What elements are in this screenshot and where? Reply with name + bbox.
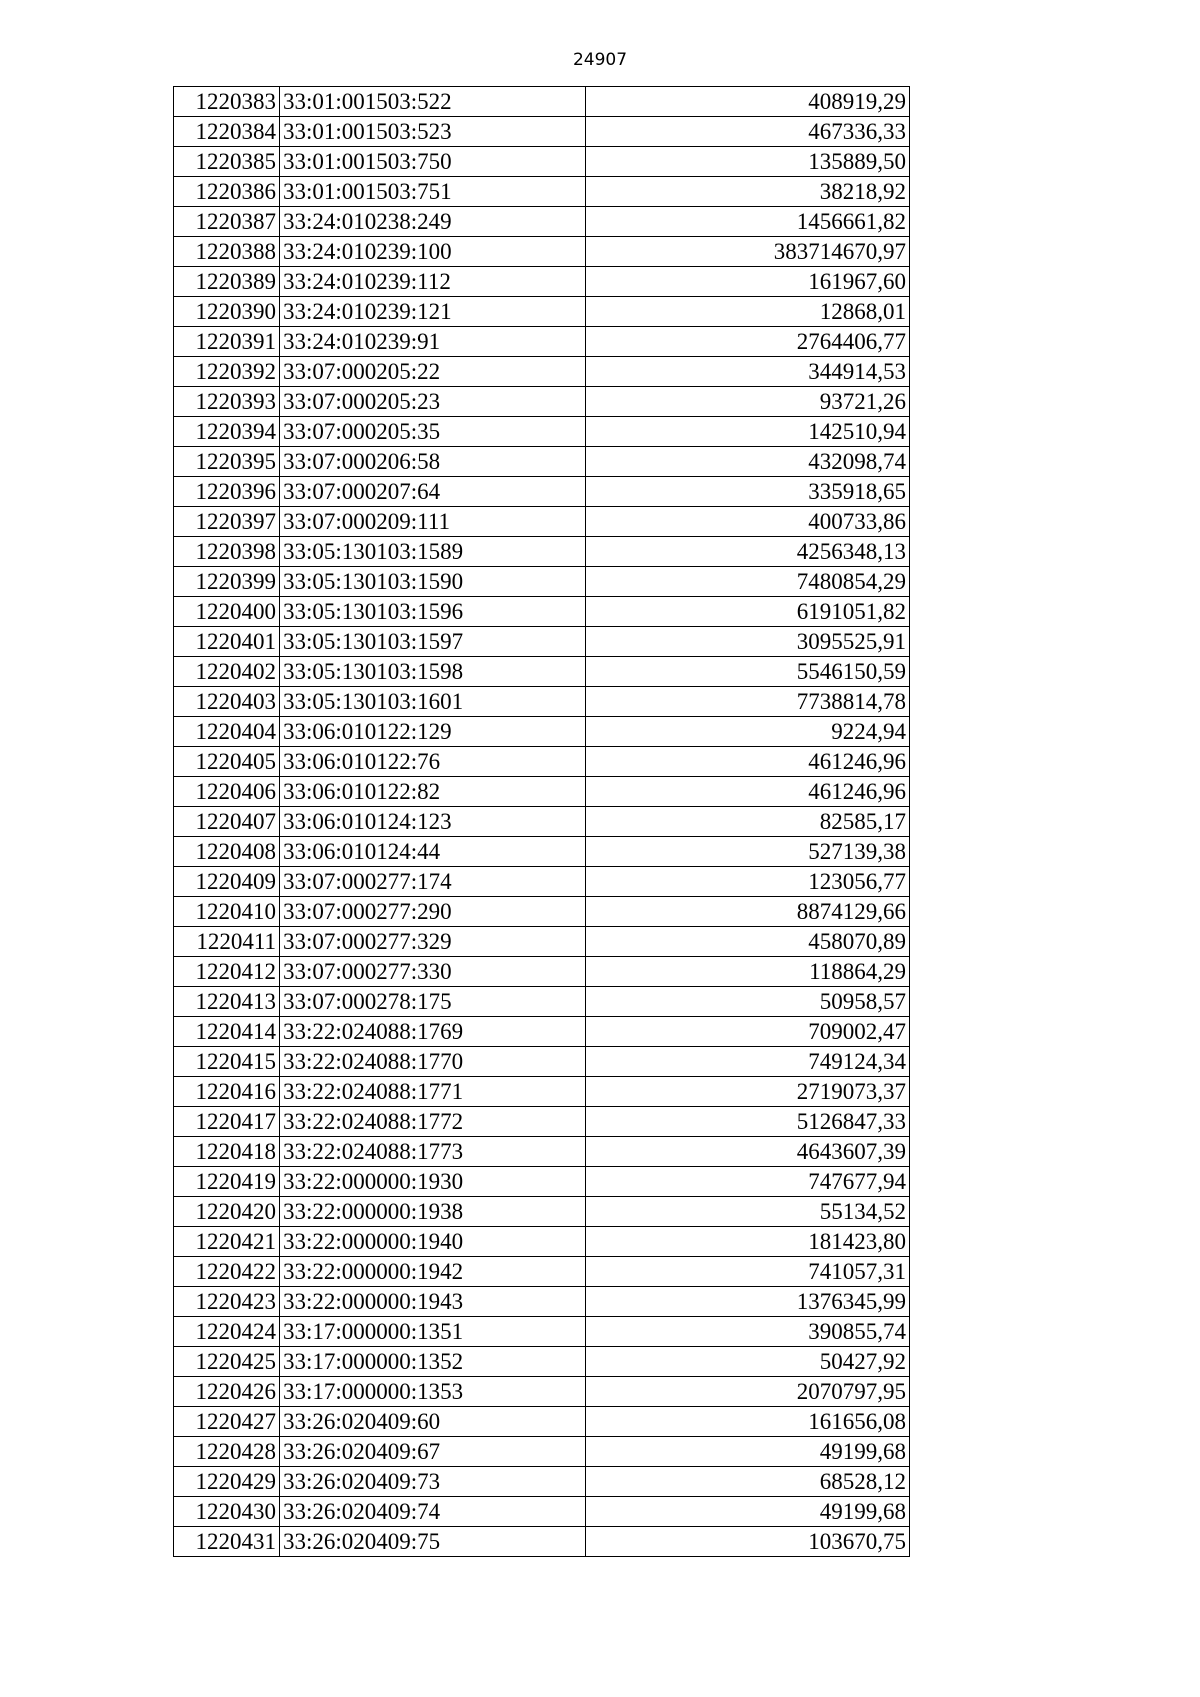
row-id-cell: 1220385 [174,147,280,177]
table-row [174,87,910,117]
cadastral-value-cell: 8874129,66 [586,897,910,927]
row-id-cell: 1220396 [174,477,280,507]
row-id-cell: 1220403 [174,687,280,717]
cadastral-number-cell: 33:22:024088:1773 [280,1137,586,1167]
cadastral-number-cell: 33:06:010124:44 [280,837,586,867]
cadastral-number-cell: 33:26:020409:74 [280,1497,586,1527]
cadastral-number-cell: 33:05:130103:1596 [280,597,586,627]
cadastral-number-cell: 33:06:010124:123 [280,807,586,837]
table-row [174,117,910,147]
cadastral-number-cell: 33:06:010122:76 [280,747,586,777]
table-row [174,1047,910,1077]
cadastral-value-cell: 467336,33 [586,117,910,147]
table-row [174,567,910,597]
cadastral-number-cell: 33:07:000277:330 [280,957,586,987]
cadastral-number-cell: 33:22:024088:1772 [280,1107,586,1137]
cadastral-number-cell: 33:07:000206:58 [280,447,586,477]
table-row [174,957,910,987]
table-row [174,867,910,897]
cadastral-number-cell: 33:26:020409:73 [280,1467,586,1497]
row-id-cell: 1220416 [174,1077,280,1107]
table-row [174,1137,910,1167]
row-id-cell: 1220392 [174,357,280,387]
cadastral-value-cell: 461246,96 [586,777,910,807]
table-row [174,1167,910,1197]
table-row [174,897,910,927]
cadastral-value-cell: 2719073,37 [586,1077,910,1107]
table-row [174,207,910,237]
table-row [174,1377,910,1407]
row-id-cell: 1220417 [174,1107,280,1137]
cadastral-value-cell: 383714670,97 [586,237,910,267]
table-row [174,837,910,867]
row-id-cell: 1220419 [174,1167,280,1197]
cadastral-value-cell: 12868,01 [586,297,910,327]
table-body [174,87,910,1557]
cadastral-number-cell: 33:07:000277:329 [280,927,586,957]
row-id-cell: 1220423 [174,1287,280,1317]
row-id-cell: 1220406 [174,777,280,807]
cadastral-value-cell: 458070,89 [586,927,910,957]
row-id-cell: 1220405 [174,747,280,777]
table-row [174,747,910,777]
table-row [174,327,910,357]
table-row [174,717,910,747]
row-id-cell: 1220424 [174,1317,280,1347]
table-row [174,1407,910,1437]
table-row [174,387,910,417]
cadastral-value-cell: 135889,50 [586,147,910,177]
cadastral-number-cell: 33:01:001503:750 [280,147,586,177]
cadastral-value-cell: 161967,60 [586,267,910,297]
cadastral-number-cell: 33:06:010122:82 [280,777,586,807]
cadastral-number-cell: 33:07:000205:35 [280,417,586,447]
cadastral-value-cell: 3095525,91 [586,627,910,657]
table-row [174,507,910,537]
row-id-cell: 1220387 [174,207,280,237]
row-id-cell: 1220397 [174,507,280,537]
table-row [174,1197,910,1227]
row-id-cell: 1220426 [174,1377,280,1407]
cadastral-value-cell: 49199,68 [586,1437,910,1467]
cadastral-number-cell: 33:22:000000:1938 [280,1197,586,1227]
cadastral-value-cell: 9224,94 [586,717,910,747]
row-id-cell: 1220393 [174,387,280,417]
table-row [174,177,910,207]
row-id-cell: 1220401 [174,627,280,657]
cadastral-number-cell: 33:05:130103:1601 [280,687,586,717]
cadastral-value-cell: 142510,94 [586,417,910,447]
row-id-cell: 1220425 [174,1347,280,1377]
row-id-cell: 1220428 [174,1437,280,1467]
cadastral-value-cell: 5126847,33 [586,1107,910,1137]
row-id-cell: 1220404 [174,717,280,747]
row-id-cell: 1220388 [174,237,280,267]
cadastral-value-cell: 50958,57 [586,987,910,1017]
row-id-cell: 1220399 [174,567,280,597]
row-id-cell: 1220422 [174,1257,280,1287]
cadastral-number-cell: 33:07:000205:22 [280,357,586,387]
cadastral-value-cell: 181423,80 [586,1227,910,1257]
cadastral-value-cell: 741057,31 [586,1257,910,1287]
cadastral-value-cell: 103670,75 [586,1527,910,1557]
cadastral-number-cell: 33:24:010239:121 [280,297,586,327]
cadastral-value-cell: 82585,17 [586,807,910,837]
table-row [174,627,910,657]
row-id-cell: 1220398 [174,537,280,567]
table-row [174,1527,910,1557]
row-id-cell: 1220429 [174,1467,280,1497]
table-row [174,1227,910,1257]
table-row [174,1077,910,1107]
cadastral-value-cell: 461246,96 [586,747,910,777]
cadastral-number-cell: 33:01:001503:523 [280,117,586,147]
cadastral-number-cell: 33:01:001503:751 [280,177,586,207]
cadastral-number-cell: 33:26:020409:60 [280,1407,586,1437]
cadastral-value-cell: 68528,12 [586,1467,910,1497]
row-id-cell: 1220391 [174,327,280,357]
cadastral-value-cell: 7480854,29 [586,567,910,597]
cadastral-value-cell: 118864,29 [586,957,910,987]
table-row [174,297,910,327]
row-id-cell: 1220421 [174,1227,280,1257]
cadastral-number-cell: 33:17:000000:1352 [280,1347,586,1377]
table-row [174,1497,910,1527]
row-id-cell: 1220386 [174,177,280,207]
cadastral-number-cell: 33:17:000000:1353 [280,1377,586,1407]
row-id-cell: 1220431 [174,1527,280,1557]
row-id-cell: 1220414 [174,1017,280,1047]
cadastral-number-cell: 33:26:020409:75 [280,1527,586,1557]
row-id-cell: 1220412 [174,957,280,987]
cadastral-value-cell: 5546150,59 [586,657,910,687]
table-row [174,477,910,507]
cadastral-value-cell: 49199,68 [586,1497,910,1527]
page-number: 24907 [572,50,628,70]
cadastral-value-cell: 2070797,95 [586,1377,910,1407]
cadastral-number-cell: 33:05:130103:1597 [280,627,586,657]
row-id-cell: 1220384 [174,117,280,147]
row-id-cell: 1220409 [174,867,280,897]
table-row [174,1467,910,1497]
cadastral-value-cell: 2764406,77 [586,327,910,357]
row-id-cell: 1220408 [174,837,280,867]
row-id-cell: 1220413 [174,987,280,1017]
cadastral-number-cell: 33:22:000000:1942 [280,1257,586,1287]
cadastral-value-cell: 50427,92 [586,1347,910,1377]
table-row [174,147,910,177]
row-id-cell: 1220410 [174,897,280,927]
table-row [174,1347,910,1377]
cadastral-number-cell: 33:05:130103:1590 [280,567,586,597]
table-row [174,537,910,567]
cadastral-number-cell: 33:07:000278:175 [280,987,586,1017]
cadastral-number-cell: 33:22:000000:1940 [280,1227,586,1257]
cadastral-value-cell: 747677,94 [586,1167,910,1197]
cadastral-value-cell: 4643607,39 [586,1137,910,1167]
cadastral-value-cell: 335918,65 [586,477,910,507]
table-row [174,267,910,297]
cadastral-value-cell: 390855,74 [586,1317,910,1347]
row-id-cell: 1220390 [174,297,280,327]
table-row [174,1437,910,1467]
cadastral-number-cell: 33:26:020409:67 [280,1437,586,1467]
table-row [174,237,910,267]
row-id-cell: 1220383 [174,87,280,117]
cadastral-value-cell: 432098,74 [586,447,910,477]
cadastral-number-cell: 33:05:130103:1598 [280,657,586,687]
table-row [174,687,910,717]
cadastral-number-cell: 33:22:000000:1930 [280,1167,586,1197]
cadastral-number-cell: 33:07:000209:111 [280,507,586,537]
table-row [174,1107,910,1137]
cadastral-number-cell: 33:07:000277:174 [280,867,586,897]
cadastral-value-cell: 344914,53 [586,357,910,387]
cadastral-number-cell: 33:05:130103:1589 [280,537,586,567]
table-row [174,597,910,627]
cadastral-number-cell: 33:24:010239:91 [280,327,586,357]
cadastral-value-cell: 93721,26 [586,387,910,417]
cadastral-value-cell: 527139,38 [586,837,910,867]
cadastral-value-cell: 400733,86 [586,507,910,537]
cadastral-value-cell: 749124,34 [586,1047,910,1077]
table-row [174,1257,910,1287]
row-id-cell: 1220389 [174,267,280,297]
cadastral-value-cell: 7738814,78 [586,687,910,717]
table-row [174,447,910,477]
row-id-cell: 1220415 [174,1047,280,1077]
row-id-cell: 1220420 [174,1197,280,1227]
cadastral-value-cell: 6191051,82 [586,597,910,627]
cadastral-number-cell: 33:07:000205:23 [280,387,586,417]
cadastral-number-cell: 33:22:000000:1943 [280,1287,586,1317]
cadastral-value-table [173,86,910,1557]
cadastral-number-cell: 33:07:000277:290 [280,897,586,927]
cadastral-number-cell: 33:01:001503:522 [280,87,586,117]
cadastral-value-cell: 1376345,99 [586,1287,910,1317]
cadastral-number-cell: 33:24:010239:112 [280,267,586,297]
cadastral-number-cell: 33:22:024088:1771 [280,1077,586,1107]
table-row [174,987,910,1017]
table-row [174,1317,910,1347]
table-row [174,417,910,447]
cadastral-number-cell: 33:07:000207:64 [280,477,586,507]
row-id-cell: 1220411 [174,927,280,957]
table-row [174,1287,910,1317]
table-row [174,807,910,837]
row-id-cell: 1220402 [174,657,280,687]
table-row [174,357,910,387]
cadastral-value-cell: 1456661,82 [586,207,910,237]
cadastral-value-cell: 55134,52 [586,1197,910,1227]
cadastral-number-cell: 33:22:024088:1770 [280,1047,586,1077]
row-id-cell: 1220407 [174,807,280,837]
row-id-cell: 1220395 [174,447,280,477]
cadastral-number-cell: 33:24:010239:100 [280,237,586,267]
cadastral-number-cell: 33:24:010238:249 [280,207,586,237]
table-row [174,927,910,957]
cadastral-number-cell: 33:17:000000:1351 [280,1317,586,1347]
row-id-cell: 1220430 [174,1497,280,1527]
row-id-cell: 1220427 [174,1407,280,1437]
cadastral-value-cell: 38218,92 [586,177,910,207]
table-row [174,657,910,687]
row-id-cell: 1220394 [174,417,280,447]
cadastral-number-cell: 33:22:024088:1769 [280,1017,586,1047]
cadastral-value-cell: 161656,08 [586,1407,910,1437]
table-row [174,777,910,807]
table-row [174,1017,910,1047]
cadastral-value-cell: 709002,47 [586,1017,910,1047]
cadastral-number-cell: 33:06:010122:129 [280,717,586,747]
row-id-cell: 1220400 [174,597,280,627]
cadastral-value-cell: 408919,29 [586,87,910,117]
cadastral-value-cell: 4256348,13 [586,537,910,567]
row-id-cell: 1220418 [174,1137,280,1167]
cadastral-value-cell: 123056,77 [586,867,910,897]
